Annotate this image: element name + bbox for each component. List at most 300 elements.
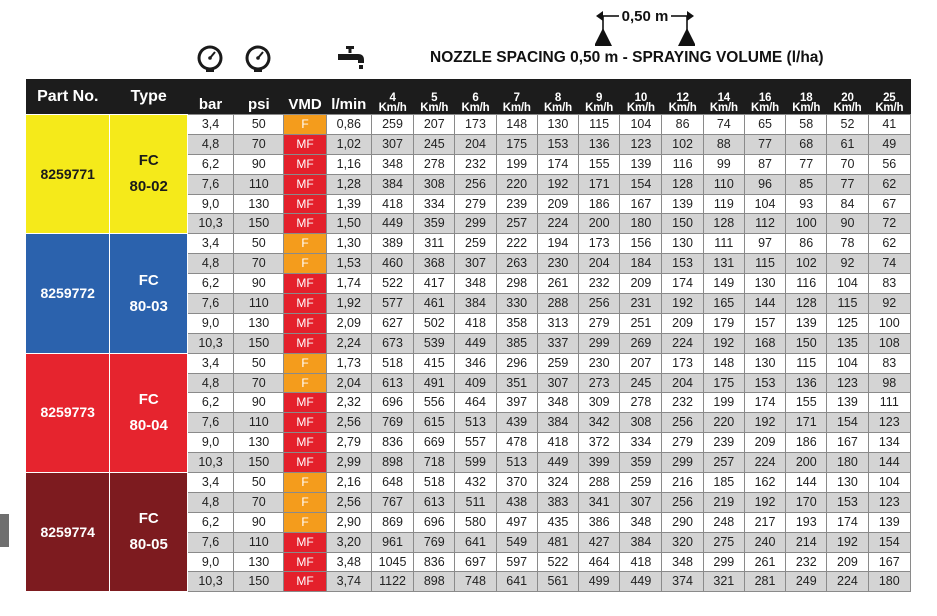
col-speed: [537, 79, 578, 115]
table-row: [26, 234, 911, 254]
volume-cell: 464: [455, 393, 496, 413]
spraying-volume-table: [25, 79, 911, 592]
volume-cell: 320: [662, 532, 703, 552]
volume-cell: 144: [786, 473, 827, 493]
volume-cell: 174: [827, 512, 868, 532]
flow-cell: 3,48: [326, 552, 371, 572]
volume-cell: 281: [744, 572, 785, 592]
vmd-cell: MF: [284, 154, 326, 174]
volume-cell: 240: [744, 532, 785, 552]
volume-cell: 273: [579, 373, 620, 393]
speed-value: 7: [513, 92, 520, 104]
speed-value: 12: [676, 92, 689, 104]
volume-cell: 256: [662, 413, 703, 433]
speed-unit: Km/h: [875, 102, 904, 114]
vmd-cell: F: [284, 234, 326, 254]
psi-cell: 90: [234, 512, 284, 532]
col-speed: [579, 79, 620, 115]
volume-cell: 100: [786, 214, 827, 234]
volume-cell: 296: [496, 353, 537, 373]
volume-cell: 168: [744, 333, 785, 353]
volume-cell: 279: [662, 433, 703, 453]
volume-cell: 104: [827, 274, 868, 294]
volume-cell: 418: [620, 552, 662, 572]
volume-cell: 123: [827, 373, 868, 393]
volume-cell: 153: [827, 492, 868, 512]
volume-cell: 171: [579, 174, 620, 194]
volume-cell: 52: [827, 115, 868, 135]
volume-cell: 324: [537, 473, 578, 493]
volume-cell: 128: [786, 294, 827, 314]
volume-cell: 259: [455, 234, 496, 254]
vmd-cell: MF: [284, 552, 326, 572]
volume-cell: 321: [703, 572, 744, 592]
bar-cell: 6,2: [187, 274, 233, 294]
volume-cell: 156: [620, 234, 662, 254]
volume-cell: 204: [579, 254, 620, 274]
volume-cell: 199: [496, 154, 537, 174]
volume-cell: 613: [371, 373, 413, 393]
volume-cell: 279: [455, 194, 496, 214]
volume-cell: 100: [868, 313, 910, 333]
volume-cell: 230: [579, 353, 620, 373]
nozzle-type: [110, 115, 187, 234]
volume-cell: 309: [579, 393, 620, 413]
volume-cell: 199: [703, 393, 744, 413]
col-speed: [662, 79, 703, 115]
volume-cell: 192: [703, 333, 744, 353]
vmd-cell: F: [284, 473, 326, 493]
volume-cell: 154: [620, 174, 662, 194]
flow-cell: 2,09: [326, 313, 371, 333]
volume-cell: 65: [744, 115, 785, 135]
bar-cell: 4,8: [187, 254, 233, 274]
volume-cell: 386: [579, 512, 620, 532]
psi-cell: 150: [234, 333, 284, 353]
volume-cell: 155: [579, 154, 620, 174]
col-vmd: VMD: [284, 79, 326, 115]
vmd-cell: MF: [284, 214, 326, 234]
psi-cell: 150: [234, 453, 284, 473]
volume-cell: 307: [620, 492, 662, 512]
vmd-cell: MF: [284, 174, 326, 194]
volume-cell: 869: [371, 512, 413, 532]
volume-cell: 351: [496, 373, 537, 393]
volume-cell: 432: [455, 473, 496, 493]
flow-cell: 2,56: [326, 492, 371, 512]
volume-cell: 518: [414, 473, 455, 493]
volume-cell: 249: [786, 572, 827, 592]
volume-cell: 209: [537, 194, 578, 214]
volume-cell: 148: [496, 115, 537, 135]
col-lmin: l/min: [326, 79, 371, 115]
volume-cell: 150: [662, 214, 703, 234]
bar-cell: 3,4: [187, 473, 233, 493]
volume-cell: 115: [827, 294, 868, 314]
psi-cell: 70: [234, 134, 284, 154]
volume-cell: 209: [827, 552, 868, 572]
bar-cell: 6,2: [187, 154, 233, 174]
volume-cell: 136: [786, 373, 827, 393]
volume-cell: 224: [537, 214, 578, 234]
psi-cell: 50: [234, 115, 284, 135]
psi-cell: 90: [234, 393, 284, 413]
volume-cell: 108: [868, 333, 910, 353]
speed-unit: Km/h: [833, 102, 862, 114]
bar-cell: 9,0: [187, 313, 233, 333]
volume-cell: 104: [868, 473, 910, 493]
speed-value: 5: [431, 92, 438, 104]
volume-cell: 78: [827, 234, 868, 254]
volume-cell: 217: [744, 512, 785, 532]
bar-cell: 4,8: [187, 492, 233, 512]
vmd-cell: MF: [284, 393, 326, 413]
volume-cell: 261: [744, 552, 785, 572]
speed-unit: Km/h: [461, 102, 490, 114]
volume-cell: 179: [703, 313, 744, 333]
flow-cell: 1,53: [326, 254, 371, 274]
volume-cell: 130: [744, 274, 785, 294]
volume-cell: 98: [868, 373, 910, 393]
volume-cell: 209: [744, 433, 785, 453]
volume-cell: 898: [414, 572, 455, 592]
volume-cell: 123: [620, 134, 662, 154]
volume-cell: 184: [620, 254, 662, 274]
volume-cell: 93: [786, 194, 827, 214]
volume-cell: 337: [537, 333, 578, 353]
volume-cell: 128: [703, 214, 744, 234]
bar-cell: 4,8: [187, 373, 233, 393]
psi-cell: 110: [234, 532, 284, 552]
volume-cell: 171: [786, 413, 827, 433]
speed-value: 10: [634, 92, 648, 104]
bar-cell: 7,6: [187, 532, 233, 552]
volume-cell: 348: [662, 552, 703, 572]
volume-cell: 104: [827, 353, 868, 373]
volume-cell: 167: [868, 552, 910, 572]
volume-cell: 220: [703, 413, 744, 433]
volume-cell: 346: [455, 353, 496, 373]
volume-cell: 62: [868, 234, 910, 254]
nozzle-type: [110, 234, 187, 353]
flow-cell: 0,86: [326, 115, 371, 135]
volume-cell: 207: [414, 115, 455, 135]
volume-cell: 86: [662, 115, 703, 135]
vmd-cell: MF: [284, 194, 326, 214]
bar-cell: 7,6: [187, 294, 233, 314]
volume-cell: 232: [579, 274, 620, 294]
volume-cell: 92: [868, 294, 910, 314]
flow-cell: 1,74: [326, 274, 371, 294]
volume-cell: 513: [455, 413, 496, 433]
volume-cell: 115: [786, 353, 827, 373]
volume-cell: 334: [414, 194, 455, 214]
bar-cell: 7,6: [187, 413, 233, 433]
volume-cell: 1045: [371, 552, 413, 572]
pressure-gauge-bar-icon: [196, 44, 226, 74]
table-header-row: [26, 79, 911, 115]
volume-cell: 209: [620, 274, 662, 294]
volume-cell: 299: [662, 453, 703, 473]
type-line-1: FC: [138, 510, 159, 528]
volume-cell: 384: [455, 294, 496, 314]
volume-cell: 256: [455, 174, 496, 194]
col-speed: [868, 79, 910, 115]
bar-cell: 6,2: [187, 512, 233, 532]
volume-cell: 139: [620, 154, 662, 174]
vmd-cell: F: [284, 492, 326, 512]
volume-cell: 174: [537, 154, 578, 174]
volume-cell: 898: [371, 453, 413, 473]
part-number: 8259772: [26, 234, 110, 353]
flow-cell: 2,16: [326, 473, 371, 493]
col-speed: [455, 79, 496, 115]
col-psi: psi: [234, 79, 284, 115]
col-speed: [371, 79, 413, 115]
volume-cell: 175: [703, 373, 744, 393]
speed-value: 20: [841, 92, 854, 104]
volume-cell: 131: [703, 254, 744, 274]
volume-cell: 119: [703, 194, 744, 214]
volume-cell: 74: [868, 254, 910, 274]
volume-cell: 599: [455, 453, 496, 473]
volume-cell: 449: [620, 572, 662, 592]
volume-cell: 112: [744, 214, 785, 234]
volume-cell: 97: [744, 234, 785, 254]
volume-cell: 256: [662, 492, 703, 512]
volume-cell: 207: [620, 353, 662, 373]
volume-cell: 836: [371, 433, 413, 453]
volume-cell: 449: [371, 214, 413, 234]
col-speed: [744, 79, 785, 115]
speed-unit: Km/h: [502, 102, 531, 114]
psi-cell: 50: [234, 234, 284, 254]
col-speed: [703, 79, 744, 115]
volume-cell: 192: [744, 492, 785, 512]
volume-cell: 90: [827, 214, 868, 234]
table-row: [26, 353, 911, 373]
volume-cell: 374: [662, 572, 703, 592]
volume-cell: 165: [703, 294, 744, 314]
vmd-cell: MF: [284, 433, 326, 453]
bar-cell: 7,6: [187, 174, 233, 194]
speed-unit: Km/h: [751, 102, 779, 114]
volume-cell: 192: [827, 532, 868, 552]
volume-cell: 275: [703, 532, 744, 552]
volume-cell: 77: [827, 174, 868, 194]
volume-cell: 418: [537, 433, 578, 453]
volume-cell: 130: [537, 115, 578, 135]
vmd-cell: MF: [284, 294, 326, 314]
volume-cell: 232: [786, 552, 827, 572]
volume-cell: 383: [537, 492, 578, 512]
volume-cell: 368: [414, 254, 455, 274]
col-part-no: Part No.: [26, 79, 110, 115]
volume-cell: 669: [414, 433, 455, 453]
flow-cell: 2,04: [326, 373, 371, 393]
pressure-gauge-psi-icon: [244, 44, 274, 74]
type-line-1: FC: [138, 152, 159, 170]
volume-cell: 769: [371, 413, 413, 433]
flow-cell: 1,92: [326, 294, 371, 314]
volume-cell: 192: [662, 294, 703, 314]
volume-cell: 597: [496, 552, 537, 572]
vmd-cell: MF: [284, 134, 326, 154]
col-speed: [414, 79, 455, 115]
flow-cell: 1,73: [326, 353, 371, 373]
volume-cell: 299: [579, 333, 620, 353]
volume-cell: 389: [371, 234, 413, 254]
psi-cell: 70: [234, 492, 284, 512]
volume-cell: 139: [827, 393, 868, 413]
volume-cell: 170: [786, 492, 827, 512]
flow-cell: 1,02: [326, 134, 371, 154]
volume-cell: 449: [455, 333, 496, 353]
psi-cell: 90: [234, 274, 284, 294]
volume-cell: 125: [827, 313, 868, 333]
volume-cell: 449: [537, 453, 578, 473]
type-line-2: 80-02: [129, 178, 168, 196]
volume-cell: 224: [662, 333, 703, 353]
volume-cell: 102: [786, 254, 827, 274]
vmd-cell: MF: [284, 413, 326, 433]
flow-cell: 1,39: [326, 194, 371, 214]
volume-cell: 460: [371, 254, 413, 274]
volume-cell: 767: [371, 492, 413, 512]
volume-cell: 696: [414, 512, 455, 532]
volume-cell: 561: [537, 572, 578, 592]
psi-cell: 150: [234, 572, 284, 592]
volume-cell: 139: [662, 194, 703, 214]
flow-cell: 2,99: [326, 453, 371, 473]
volume-cell: 111: [703, 234, 744, 254]
volume-cell: 102: [662, 134, 703, 154]
volume-cell: 359: [620, 453, 662, 473]
volume-cell: 180: [620, 214, 662, 234]
faucet-icon: [336, 44, 366, 74]
part-number: 8259774: [26, 473, 110, 592]
volume-cell: 173: [579, 234, 620, 254]
volume-cell: 290: [662, 512, 703, 532]
psi-cell: 50: [234, 473, 284, 493]
bar-cell: 3,4: [187, 353, 233, 373]
volume-cell: 385: [496, 333, 537, 353]
volume-cell: 144: [744, 294, 785, 314]
psi-cell: 130: [234, 433, 284, 453]
volume-cell: 478: [496, 433, 537, 453]
psi-cell: 130: [234, 194, 284, 214]
speed-value: 9: [596, 92, 603, 104]
volume-cell: 359: [414, 214, 455, 234]
volume-cell: 497: [496, 512, 537, 532]
volume-cell: 499: [579, 572, 620, 592]
volume-cell: 307: [455, 254, 496, 274]
speed-value: 6: [472, 92, 479, 104]
volume-cell: 257: [496, 214, 537, 234]
volume-cell: 110: [703, 174, 744, 194]
volume-cell: 549: [496, 532, 537, 552]
bar-cell: 9,0: [187, 194, 233, 214]
volume-cell: 136: [579, 134, 620, 154]
volume-cell: 615: [414, 413, 455, 433]
volume-cell: 627: [371, 313, 413, 333]
volume-cell: 580: [455, 512, 496, 532]
volume-cell: 330: [496, 294, 537, 314]
volume-cell: 313: [537, 313, 578, 333]
volume-cell: 417: [414, 274, 455, 294]
speed-unit: Km/h: [668, 102, 697, 114]
volume-cell: 230: [537, 254, 578, 274]
volume-cell: 41: [868, 115, 910, 135]
volume-cell: 224: [827, 572, 868, 592]
bar-cell: 10,3: [187, 453, 233, 473]
volume-cell: 248: [703, 512, 744, 532]
volume-cell: 214: [786, 532, 827, 552]
volume-cell: 83: [868, 274, 910, 294]
volume-cell: 111: [868, 393, 910, 413]
volume-cell: 697: [455, 552, 496, 572]
speed-unit: Km/h: [420, 102, 449, 114]
volume-cell: 61: [827, 134, 868, 154]
psi-cell: 150: [234, 214, 284, 234]
nozzle-spray-icon: [595, 28, 612, 46]
volume-cell: 288: [579, 473, 620, 493]
volume-cell: 259: [537, 353, 578, 373]
volume-cell: 222: [496, 234, 537, 254]
volume-cell: 696: [371, 393, 413, 413]
volume-cell: 245: [620, 373, 662, 393]
volume-cell: 439: [496, 413, 537, 433]
volume-cell: 92: [827, 254, 868, 274]
volume-cell: 200: [786, 453, 827, 473]
bar-cell: 3,4: [187, 115, 233, 135]
vmd-cell: MF: [284, 453, 326, 473]
volume-cell: 180: [827, 453, 868, 473]
volume-cell: 175: [496, 134, 537, 154]
volume-cell: 279: [579, 313, 620, 333]
psi-cell: 130: [234, 552, 284, 572]
volume-cell: 256: [579, 294, 620, 314]
volume-cell: 123: [868, 413, 910, 433]
volume-cell: 299: [455, 214, 496, 234]
volume-cell: 167: [827, 433, 868, 453]
bar-cell: 10,3: [187, 572, 233, 592]
volume-cell: 288: [537, 294, 578, 314]
volume-cell: 56: [868, 154, 910, 174]
volume-cell: 511: [455, 492, 496, 512]
volume-cell: 418: [455, 313, 496, 333]
speed-unit: Km/h: [378, 102, 407, 114]
col-speed: [827, 79, 868, 115]
volume-cell: 557: [455, 433, 496, 453]
speed-value: 4: [389, 92, 396, 104]
volume-cell: 115: [579, 115, 620, 135]
volume-cell: 673: [371, 333, 413, 353]
volume-cell: 641: [496, 572, 537, 592]
volume-cell: 216: [662, 473, 703, 493]
bar-cell: 3,4: [187, 234, 233, 254]
volume-cell: 219: [703, 492, 744, 512]
vmd-cell: MF: [284, 274, 326, 294]
psi-cell: 110: [234, 174, 284, 194]
vmd-cell: MF: [284, 572, 326, 592]
volume-cell: 261: [537, 274, 578, 294]
volume-cell: 358: [496, 313, 537, 333]
volume-cell: 278: [414, 154, 455, 174]
nozzle-spray-icon: [678, 28, 695, 46]
volume-cell: 308: [414, 174, 455, 194]
volume-cell: 174: [744, 393, 785, 413]
